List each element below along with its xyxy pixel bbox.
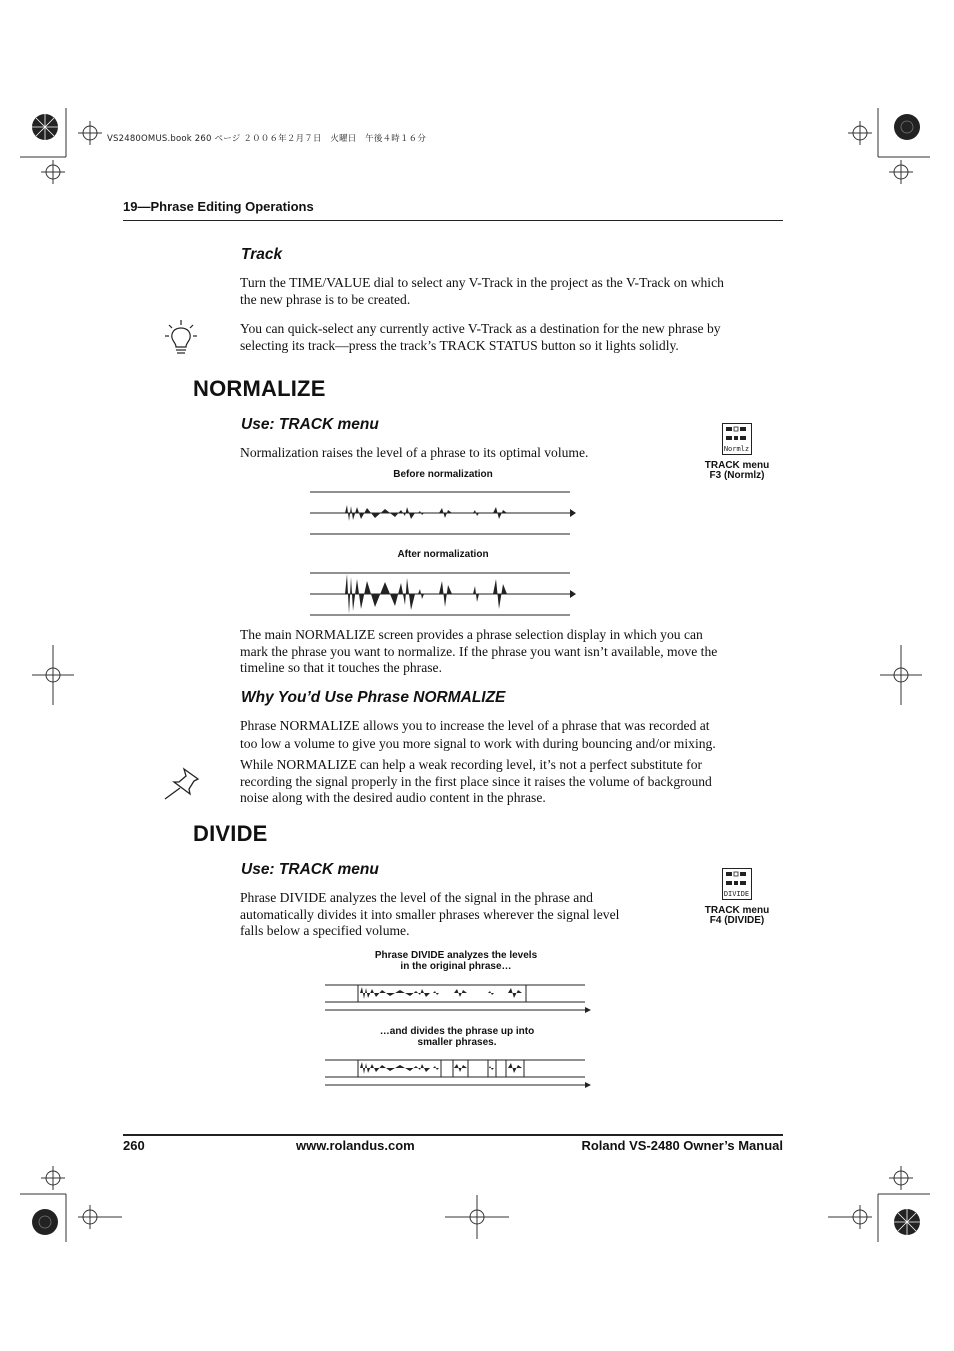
track-tip: You can quick-select any currently active V-Track as a destination for the new phrase by selecting its track—press the track’s TRACK STATUS button so it lights solidly. [240, 321, 721, 353]
normalize-intro: Normalization raises the level of a phrase to its optimal volume. [240, 445, 589, 460]
footer-rule [123, 1134, 783, 1136]
pushpin-icon [162, 765, 202, 801]
normalize-use-heading: Use: TRACK menu [241, 416, 379, 433]
page-number: 260 [123, 1138, 145, 1153]
divide-diagram-caption-1: Phrase DIVIDE analyzes the levels in the original phrase… [374, 950, 538, 972]
normalize-paragraph: The main NORMALIZE screen provides a phrase selection display in which you can mark the phrase you want to normalize. If the phrase you want isn’t available, move the timeline so that it touches the phrase. [240, 627, 718, 675]
divide-intro: Phrase DIVIDE analyzes the level of the signal in the phrase and automatically divides it into smaller phrases wherever the signal level falls below a specified volume. [240, 890, 620, 938]
normalize-note: While NORMALIZE can help a weak recording level, it’s not a perfect substitute for recording the signal properly in the first place since it raises the volume of background noise along with the desired audio content in the phrase. [240, 757, 712, 805]
divided-phrases-waveform [320, 1057, 595, 1091]
header-rule [123, 220, 783, 221]
divide-use-heading: Use: TRACK menu [241, 861, 379, 878]
before-normalization-label: Before normalization [393, 469, 493, 480]
normlz-icon-label: Normlz [723, 445, 750, 453]
divide-icon-label: DIVIDE [723, 890, 750, 898]
before-normalization-waveform [305, 488, 580, 538]
after-normalization-waveform [305, 569, 580, 621]
divide-title: DIVIDE [193, 821, 268, 846]
original-phrase-waveform [320, 982, 595, 1016]
track-paragraph: Turn the TIME/VALUE dial to select any V-Track in the project as the V-Track on which the new phrase is to be created. [240, 275, 724, 307]
footer-url[interactable]: www.rolandus.com [296, 1138, 415, 1153]
lightbulb-icon [164, 319, 198, 357]
manual-title: Roland VS-2480 Owner’s Manual [581, 1138, 783, 1153]
normlz-menu-icon [722, 423, 752, 455]
divide-menu-icon [722, 868, 752, 900]
normalize-menu-caption: TRACK menu F3 (Normlz) [704, 460, 770, 481]
why-normalize-paragraph: Phrase NORMALIZE allows you to increase the level of a phrase that was recorded at too low a volume to give you more signal to work with during bouncing and/or mixing. [240, 718, 716, 751]
running-head: 19—Phrase Editing Operations [123, 199, 314, 214]
track-heading: Track [241, 246, 283, 263]
normalize-title: NORMALIZE [193, 376, 326, 401]
divide-menu-caption: TRACK menu F4 (DIVIDE) [704, 905, 770, 926]
why-normalize-heading: Why You’d Use Phrase NORMALIZE [241, 689, 506, 706]
book-meta: VS2480OMUS.book 260 ページ ２００６年２月７日 火曜日 午後４時１６分 [107, 134, 427, 144]
divide-diagram-caption-2: …and divides the phrase up into smaller phrases. [379, 1026, 535, 1048]
after-normalization-label: After normalization [397, 549, 489, 560]
